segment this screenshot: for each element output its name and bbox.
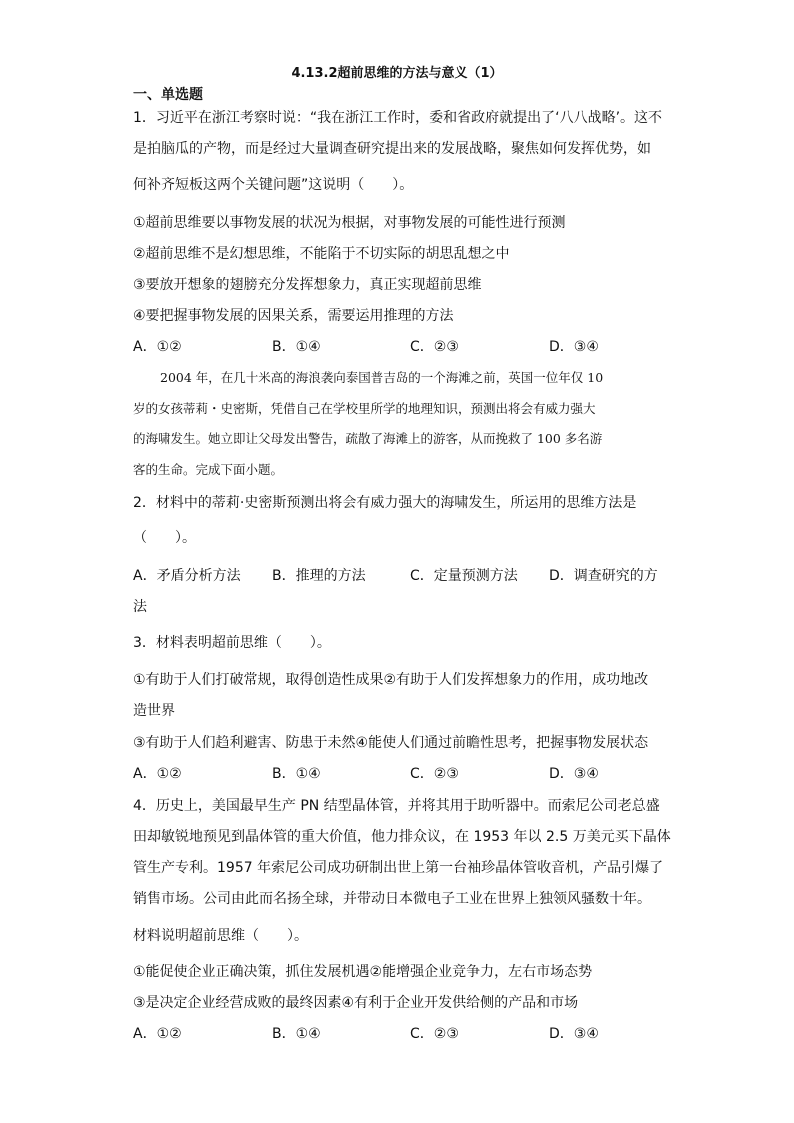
- q3-option-c: C．②③: [410, 766, 459, 782]
- document-title: 4.13.2超前思维的方法与意义（1）: [291, 66, 503, 81]
- q4-option-a: A．①②: [133, 1026, 182, 1042]
- q4-item-1: ①能促使企业正确决策，抓住发展机遇②能增强企业竞争力，左右市场态势: [133, 964, 593, 980]
- q3-option-b: B．①④: [272, 766, 321, 782]
- q4-item-2: ③是决定企业经营成败的最终因素④有利于企业开发供给侧的产品和市场: [133, 995, 579, 1011]
- q3-option-d: D．③④: [549, 766, 599, 782]
- q1-item-4: ④要把握事物发展的因果关系，需要运用推理的方法: [133, 308, 454, 324]
- q2-option-d: D．调查研究的方: [549, 568, 658, 584]
- section-heading: 一、单选题: [133, 87, 203, 103]
- material-line-3: 的海啸发生。她立即让父母发出警告，疏散了海滩上的游客，从而挽救了 100 多名游: [133, 431, 603, 446]
- material-line-4: 客的生命。完成下面小题。: [133, 462, 284, 477]
- q1-line-2: 是拍脑瓜的产物，而是经过大量调查研究提出来的发展战略，聚焦如何发挥优势，如: [133, 141, 651, 157]
- q1-option-c: C．②③: [410, 339, 459, 355]
- q3-item-2: ③有助于人们趋利避害、防患于未然④能使人们通过前瞻性思考，把握事物发展状态: [133, 735, 649, 751]
- q4-option-b: B．①④: [272, 1026, 321, 1042]
- q1-option-a: A．①②: [133, 339, 182, 355]
- q2-option-b: B．推理的方法: [272, 568, 366, 584]
- q2-option-c: C．定量预测方法: [410, 568, 518, 584]
- q4-line-4: 销售市场。公司由此而名扬全球，并带动日本微电子工业在世界上独领风骚数十年。: [133, 891, 651, 907]
- material-line-2: 岁的女孩蒂莉・史密斯，凭借自己在学校里所学的地理知识，预测出将会有威力强大: [133, 401, 596, 416]
- q2-line-1: 2．材料中的蒂莉·史密斯预测出将会有威力强大的海啸发生，所运用的思维方法是: [133, 495, 637, 511]
- q3-item-1: ①有助于人们打破常规，取得创造性成果②有助于人们发挥想象力的作用，成功地改: [133, 672, 649, 688]
- q3-item-1-wrap: 造世界: [133, 703, 175, 719]
- q1-line-3: 何补齐短板这两个关键问题”这说明（ ）。: [133, 177, 414, 193]
- q2-option-d-wrap: 法: [133, 599, 147, 615]
- q2-option-a: A．矛盾分析方法: [133, 568, 241, 584]
- q4-line-3: 管生产专利。1957 年索尼公司成功研制出世上第一台袖珍晶体管收音机，产品引爆了: [133, 860, 664, 876]
- q4-option-c: C．②③: [410, 1026, 459, 1042]
- q4-line-2: 田却敏锐地预见到晶体管的重大价值，他力排众议，在 1953 年以 2.5 万美元买下晶体: [133, 829, 671, 845]
- q4-option-d: D．③④: [549, 1026, 599, 1042]
- material-line-1: 2004 年，在几十米高的海浪袭向泰国普吉岛的一个海滩之前，英国一位年仅 10: [160, 370, 604, 385]
- q4-line-5: 材料说明超前思维（ ）。: [133, 928, 308, 944]
- q1-item-1: ①超前思维要以事物发展的状况为根据，对事物发展的可能性进行预测: [133, 215, 566, 231]
- q1-option-b: B．①④: [272, 339, 321, 355]
- q1-line-1: 1．习近平在浙江考察时说：“我在浙江工作时，委和省政府就提出了‘八八战略’。这不: [133, 110, 663, 126]
- q1-option-d: D．③④: [549, 339, 599, 355]
- q3-line-1: 3．材料表明超前思维（ ）。: [133, 635, 331, 651]
- q1-item-2: ②超前思维不是幻想思维，不能陷于不切实际的胡思乱想之中: [133, 246, 510, 262]
- q3-option-a: A．①②: [133, 766, 182, 782]
- q4-line-1: 4．历史上，美国最早生产 PN 结型晶体管，并将其用于助听器中。而索尼公司老总盛: [133, 798, 660, 814]
- q2-line-2: （ ）。: [133, 530, 196, 546]
- q1-item-3: ③要放开想象的翅膀充分发挥想象力，真正实现超前思维: [133, 277, 482, 293]
